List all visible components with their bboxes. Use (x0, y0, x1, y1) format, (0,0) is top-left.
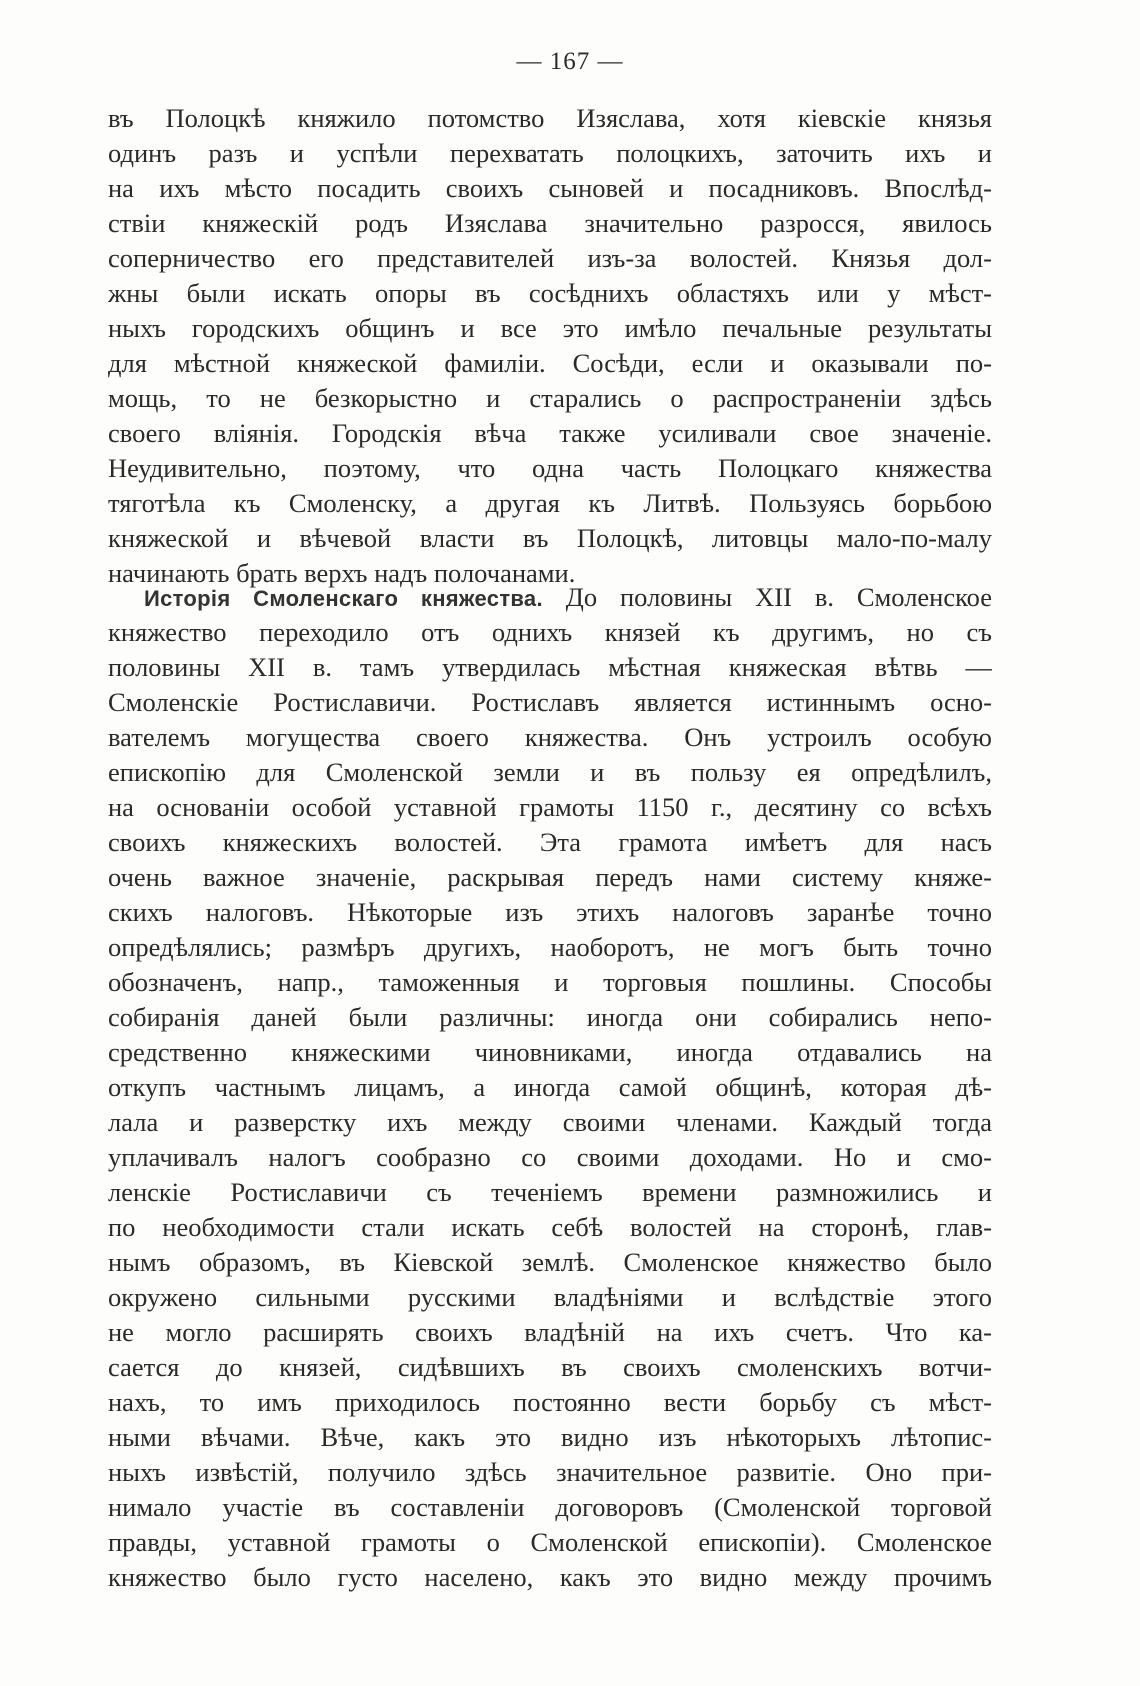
text-line: епископію для Смоленской земли и въ пользу ея опредѣлилъ, (108, 757, 992, 787)
text-line: собиранія даней были различны: иногда они собирались непо- (108, 1002, 992, 1032)
text-line: ными вѣчами. Вѣче, какъ это видно изъ нѣкоторыхъ лѣтопис- (108, 1422, 992, 1452)
text-line-first (108, 580, 992, 615)
text-line: для мѣстной княжеской фамиліи. Сосѣди, если и оказывали по- (108, 348, 992, 378)
text-line: на основаніи особой уставной грамоты 1150 г., десятину со всѣхъ (108, 792, 992, 822)
text-line: сается до князей, сидѣвшихъ въ своихъ смоленскихъ вотчи- (108, 1352, 992, 1382)
paragraph-polotsk (108, 101, 992, 591)
text-line: не могло расширять своихъ владѣній на ихъ счетъ. Что ка- (108, 1317, 992, 1347)
text-line: ствіи княжескій родъ Изяслава значительно разросся, явилось (108, 208, 992, 238)
paragraph-smolensk (108, 580, 992, 1595)
section-heading: Исторія Смоленскаго княжества. (144, 586, 543, 611)
text-line: окружено сильными русскими владѣніями и вслѣдствіе этого (108, 1282, 992, 1312)
text-line: уплачивалъ налогъ сообразно со своими доходами. Но и смо- (108, 1142, 992, 1172)
text-line: ныхъ извѣстій, получило здѣсь значительное развитіе. Оно при- (108, 1457, 992, 1487)
text-line: по необходимости стали искать себѣ волостей на сторонѣ, глав- (108, 1212, 992, 1242)
text-line: ленскіе Ростиславичи съ теченіемъ времени размножились и (108, 1177, 992, 1207)
text-line: откупъ частнымъ лицамъ, а иногда самой общинѣ, которая дѣ- (108, 1072, 992, 1102)
text-line: Неудивительно, поэтому, что одна часть Полоцкаго княжества (108, 453, 992, 483)
text-line: княжество переходило отъ однихъ князей къ другимъ, но съ (108, 617, 992, 647)
text-line: тяготѣла къ Смоленску, а другая къ Литвѣ. Пользуясь борьбою (108, 488, 992, 518)
text-line: нахъ, то имъ приходилось постоянно вести борьбу съ мѣст- (108, 1387, 992, 1417)
text-line: соперничество его представителей изъ-за волостей. Князья дол- (108, 243, 992, 273)
text-line: обозначенъ, напр., таможенныя и торговыя пошлины. Способы (108, 967, 992, 997)
text-line: одинъ разъ и успѣли перехватать полоцкихъ, заточить ихъ и (108, 138, 992, 168)
text-line: княжеской и вѣчевой власти въ Полоцкѣ, литовцы мало-по-малу (108, 523, 992, 553)
text-line: нимало участіе въ составленіи договоровъ (Смоленской торговой (108, 1492, 992, 1522)
text-line: начинають брать верхъ надъ полочанами. (108, 558, 576, 588)
text-line: своего вліянія. Городскія вѣча также усиливали свое значеніе. (108, 418, 992, 448)
text-line: въ Полоцкѣ княжило потомство Изяслава, хотя кіевскіе князья (108, 103, 992, 133)
page-number: — 167 — (516, 48, 624, 75)
text-line: скихъ налоговъ. Нѣкоторые изъ этихъ налоговъ заранѣе точно (108, 897, 992, 927)
text-line: на ихъ мѣсто посадить своихъ сыновей и посадниковъ. Впослѣд- (108, 173, 992, 203)
text-line: правды, уставной грамоты о Смоленской епископіи). Смоленское (108, 1527, 992, 1557)
text-line: половины XII в. тамъ утвердилась мѣстная княжеская вѣтвь — (108, 652, 992, 682)
text-line: жны были искать опоры въ сосѣднихъ областяхъ или у мѣст- (108, 278, 992, 308)
text-line: вателемъ могущества своего княжества. Онъ устроилъ особую (108, 722, 992, 752)
text-line: княжество было густо населено, какъ это видно между прочимъ (108, 1562, 992, 1592)
text-line: лала и разверстку ихъ между своими членами. Каждый тогда (108, 1107, 992, 1137)
text-line: средственно княжескими чиновниками, иногда отдавались на (108, 1037, 992, 1067)
text-line: очень важное значеніе, раскрывая передъ нами систему княже- (108, 862, 992, 892)
text-line: мощь, то не безкорыстно и старались о распространеніи здѣсь (108, 383, 992, 413)
text-line: нымъ образомъ, въ Кіевской землѣ. Смоленское княжество было (108, 1247, 992, 1277)
text-line: ныхъ городскихъ общинъ и все это имѣло печальные результаты (108, 313, 992, 343)
text-line: своихъ княжескихъ волостей. Эта грамота имѣетъ для насъ (108, 827, 992, 857)
text-line-rest: До половины XII в. Смоленское (542, 582, 992, 612)
text-line: Смоленскіе Ростиславичи. Ростиславъ является истиннымъ осно- (108, 687, 992, 717)
text-line: опредѣлялись; размѣръ другихъ, наоборотъ, не могъ быть точно (108, 932, 992, 962)
